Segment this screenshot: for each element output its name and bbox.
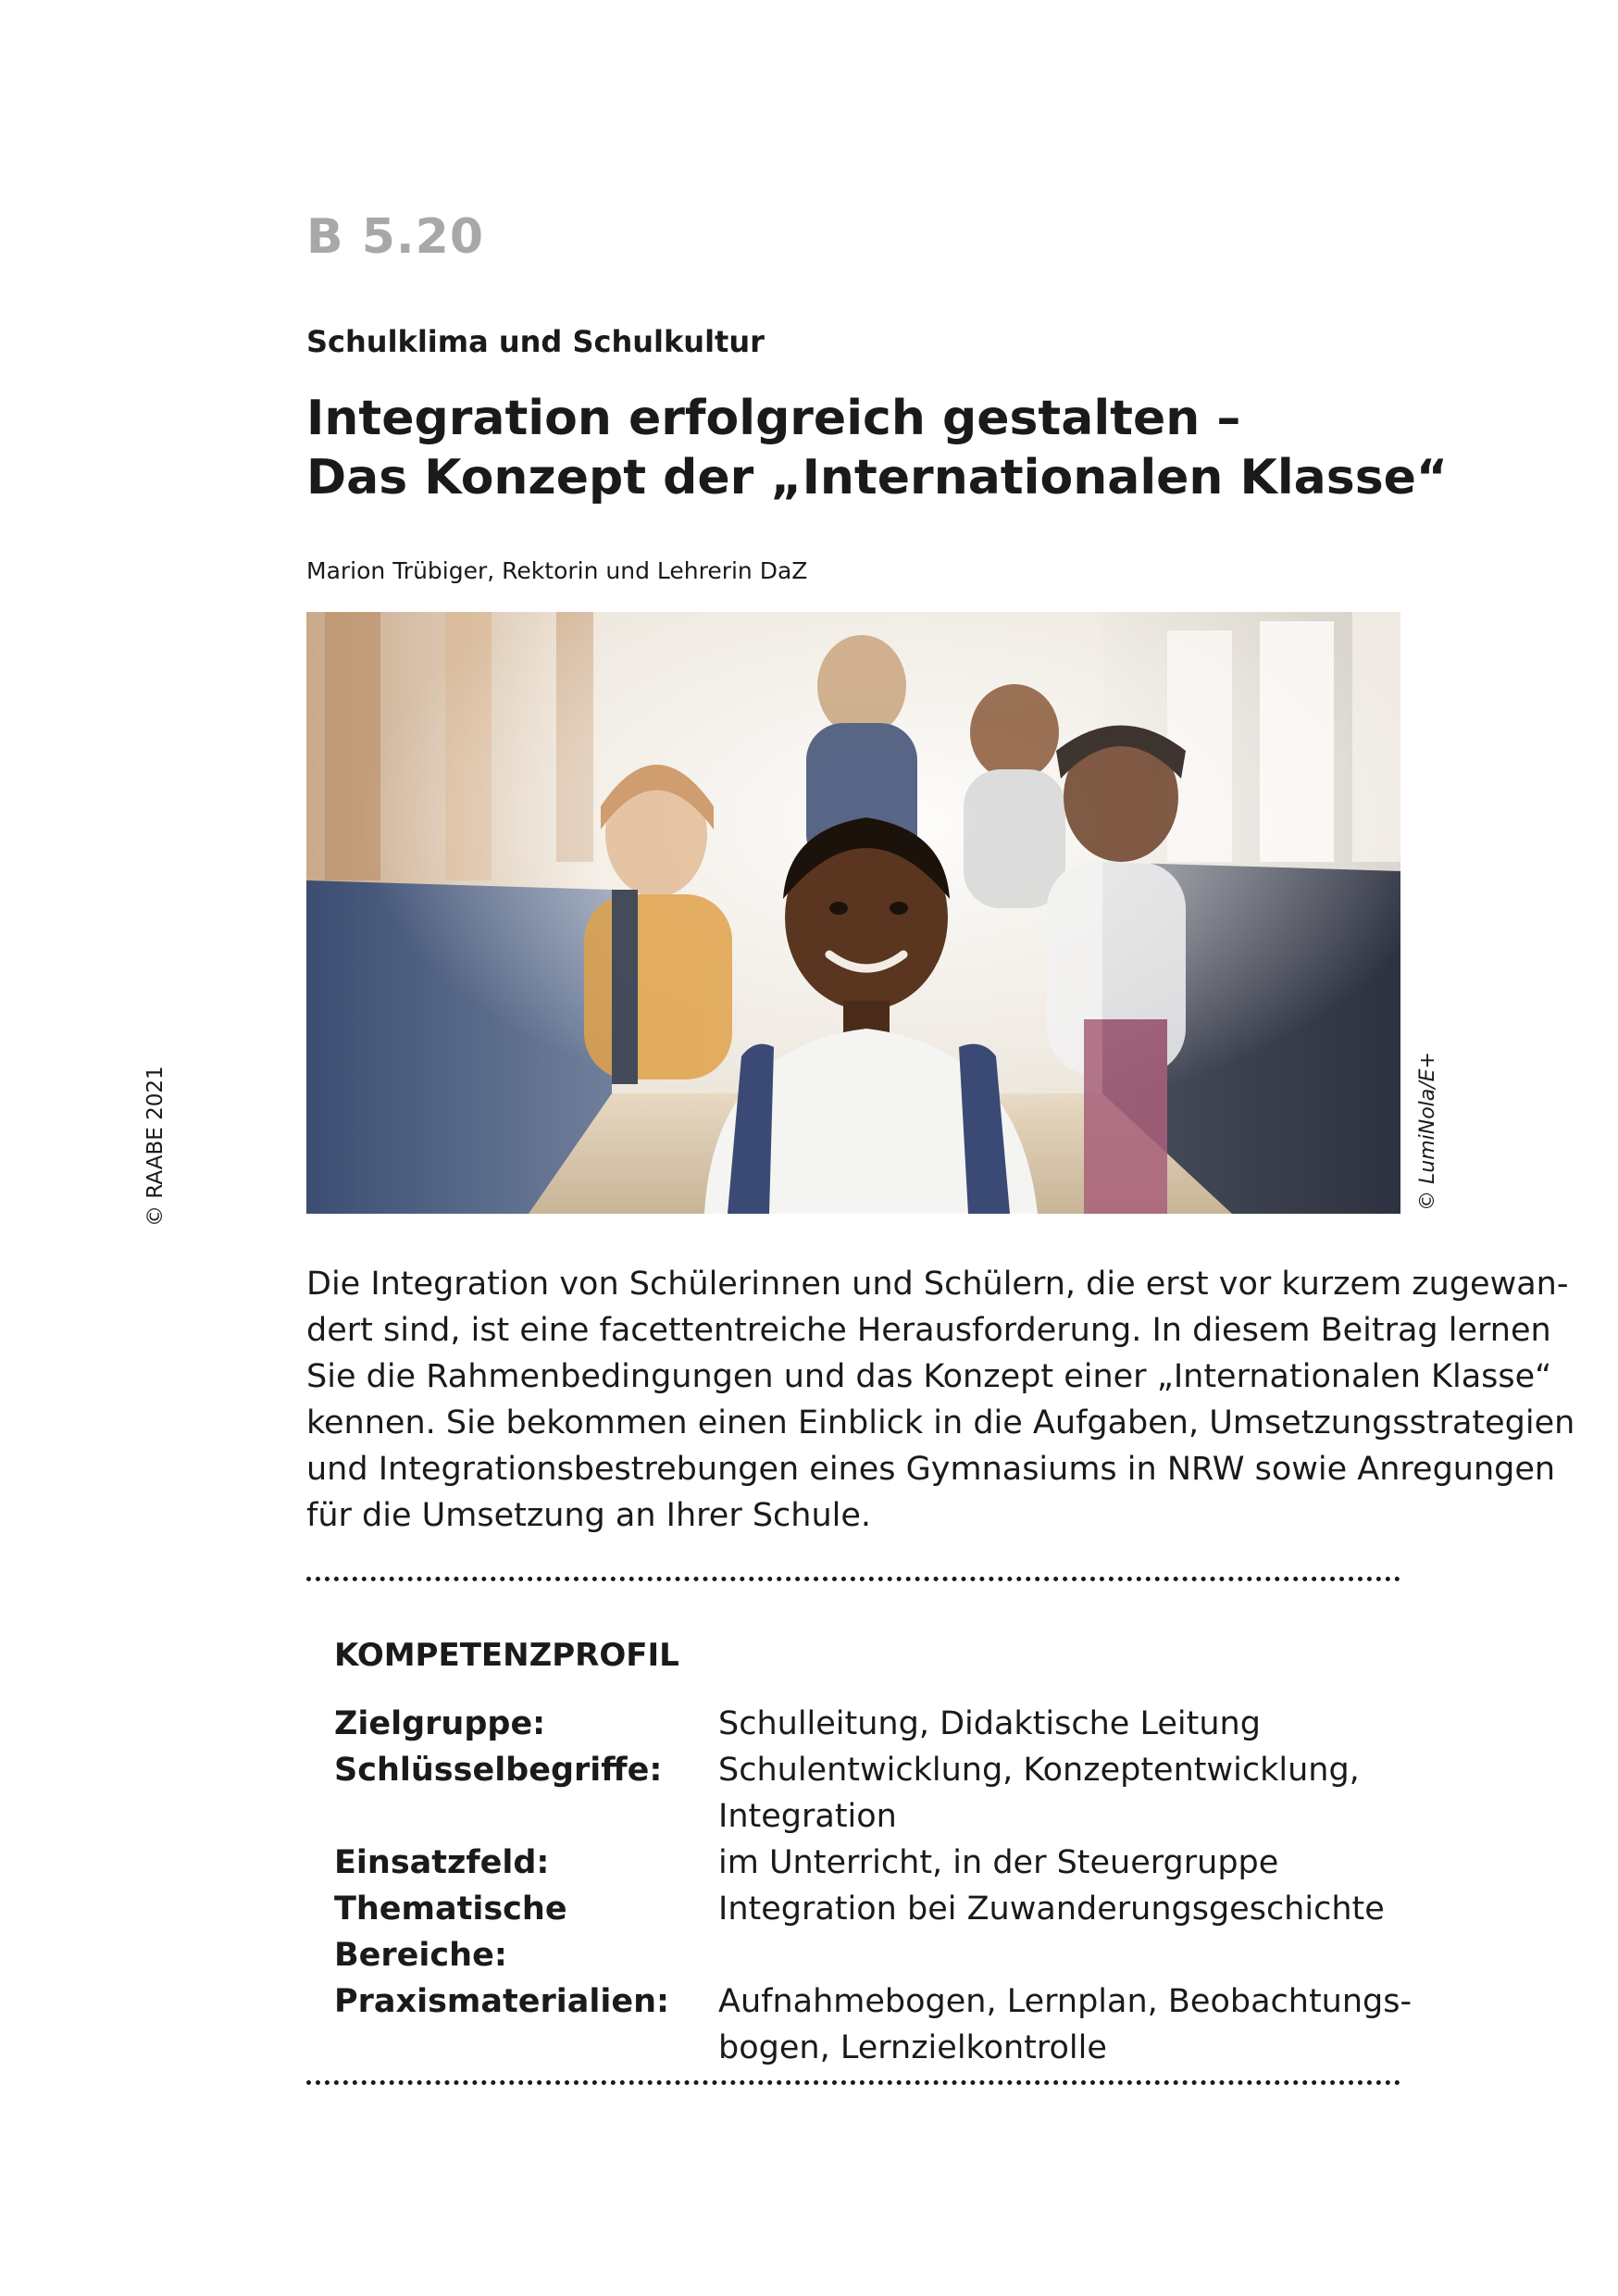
profile-value-line: Aufnahmebogen, Lernplan, Beobachtungs- <box>718 1983 1413 2020</box>
profile-heading: KOMPETENZPROFIL <box>334 1637 679 1674</box>
title-line: Das Konzept der „Internationalen Klasse“ <box>306 450 1449 505</box>
profile-value-line: Integration bei Zuwanderungsgeschichte <box>718 1890 1385 1928</box>
photo-credit: © LumiNola/E+ <box>1416 1052 1439 1211</box>
profile-value <box>718 1747 1371 1840</box>
profile-value-line: im Unterricht, in der Steuergruppe <box>718 1844 1279 1881</box>
author-line: Marion Trübiger, Rektorin und Lehrerin DaZ <box>306 557 808 584</box>
category-label: Schulklima und Schulkultur <box>306 324 765 359</box>
profile-value-line: Integration <box>718 1798 897 1835</box>
intro-line: dert sind, ist eine facettentreiche Herausforderung. In diesem Beitrag lernen <box>306 1312 1551 1349</box>
profile-row <box>334 1701 1371 1747</box>
publisher-copyright: © RAABE 2021 <box>143 1066 168 1227</box>
profile-label: Thematische Bereiche: <box>334 1890 567 1974</box>
profile-value-line: Schulentwicklung, Konzeptentwicklung, <box>718 1752 1360 1789</box>
intro-line: und Integrationsbestrebungen eines Gymnasiums in NRW sowie Anregungen <box>306 1451 1556 1488</box>
page-title <box>306 389 1448 507</box>
profile-value <box>718 1886 1385 1978</box>
intro-line: Die Integration von Schülerinnen und Schülern, die erst vor kurzem zugewan- <box>306 1266 1569 1303</box>
profile-label: Praxismaterialien: <box>334 1983 670 2020</box>
profile-value-line: bogen, Lernzielkontrolle <box>718 2029 1107 2066</box>
title-line: Integration erfolgreich gestalten – <box>306 391 1241 446</box>
intro-paragraph <box>306 1261 1575 1539</box>
profile-row <box>334 1840 1371 1886</box>
profile-value <box>718 1701 1371 1747</box>
dotted-divider <box>306 1577 1400 1581</box>
profile-row <box>334 1747 1371 1840</box>
profile-row <box>334 1978 1413 2071</box>
competence-profile <box>334 1701 1413 2071</box>
intro-line: Sie die Rahmenbedingungen und das Konzept einer „Internationalen Klasse“ <box>306 1358 1552 1395</box>
intro-line: für die Umsetzung an Ihrer Schule. <box>306 1497 872 1534</box>
section-number: B 5.20 <box>306 209 485 265</box>
profile-label: Schlüsselbegriffe: <box>334 1752 663 1789</box>
intro-line: kennen. Sie bekommen einen Einblick in die Aufgaben, Umsetzungsstrategien <box>306 1404 1575 1441</box>
profile-label: Einsatzfeld: <box>334 1844 550 1881</box>
profile-row <box>334 1886 1385 1978</box>
cover-photo <box>306 612 1400 1214</box>
profile-value <box>718 1840 1371 1886</box>
children-in-school-corridor-photo <box>306 612 1400 1214</box>
profile-label: Zielgruppe: <box>334 1705 546 1742</box>
dotted-divider <box>306 2080 1400 2085</box>
profile-value <box>718 1978 1412 2071</box>
profile-value-line: Schulleitung, Didaktische Leitung <box>718 1705 1261 1742</box>
